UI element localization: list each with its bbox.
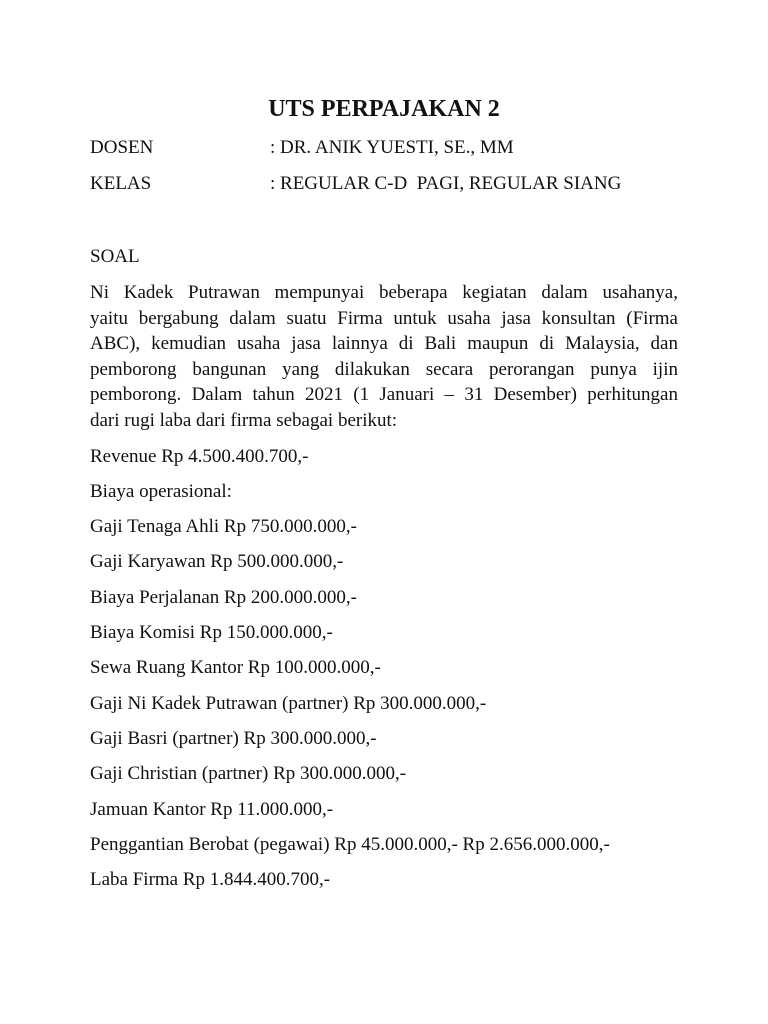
meta-label-dosen: DOSEN xyxy=(90,137,154,158)
line-item-firm-profit: Laba Firma Rp 1.844.400.700,- xyxy=(90,869,331,890)
problem-paragraph xyxy=(90,280,678,434)
line-item-expense: Biaya Komisi Rp 150.000.000,- xyxy=(90,622,333,643)
paragraph-line: pemborong bangunan yang dilakukan secara perorangan punya ijin xyxy=(90,358,678,380)
line-item-expense: Sewa Ruang Kantor Rp 100.000.000,- xyxy=(90,657,381,678)
paragraph-line: yaitu bergabung dalam suatu Firma untuk usaha jasa konsultan (Firma xyxy=(90,307,678,329)
section-heading-soal: SOAL xyxy=(90,246,140,267)
line-item-expense: Gaji Christian (partner) Rp 300.000.000,- xyxy=(90,763,407,784)
line-item-expense: Gaji Tenaga Ahli Rp 750.000.000,- xyxy=(90,516,357,537)
line-item-expense: Gaji Basri (partner) Rp 300.000.000,- xyxy=(90,728,377,749)
line-item-expense: Gaji Karyawan Rp 500.000.000,- xyxy=(90,551,344,572)
meta-label-kelas: KELAS xyxy=(90,173,152,194)
line-item-expense: Jamuan Kantor Rp 11.000.000,- xyxy=(90,799,334,820)
meta-value-kelas: : REGULAR C-D PAGI, REGULAR SIANG xyxy=(270,173,622,194)
paragraph-line: ABC), kemudian usaha jasa lainnya di Bali maupun di Malaysia, dan xyxy=(90,333,678,355)
line-item-expense: Gaji Ni Kadek Putrawan (partner) Rp 300.000.000,- xyxy=(90,693,487,714)
paragraph-line: pemborong. Dalam tahun 2021 (1 Januari – 31 Desember) perhitungan xyxy=(90,384,678,406)
line-item-expense: Biaya Perjalanan Rp 200.000.000,- xyxy=(90,587,358,608)
paragraph-line: Ni Kadek Putrawan mempunyai beberapa kegiatan dalam usahanya, xyxy=(90,282,678,303)
line-item-revenue: Revenue Rp 4.500.400.700,- xyxy=(90,446,309,467)
line-item-expense-total: Penggantian Berobat (pegawai) Rp 45.000.000,- Rp 2.656.000.000,- xyxy=(90,834,610,855)
paragraph-line: dari rugi laba dari firma sebagai berikut: xyxy=(90,409,398,431)
line-item-heading-operational-costs: Biaya operasional: xyxy=(90,481,232,502)
document-title: UTS PERPAJAKAN 2 xyxy=(268,96,500,122)
meta-value-dosen: : DR. ANIK YUESTI, SE., MM xyxy=(270,137,514,158)
